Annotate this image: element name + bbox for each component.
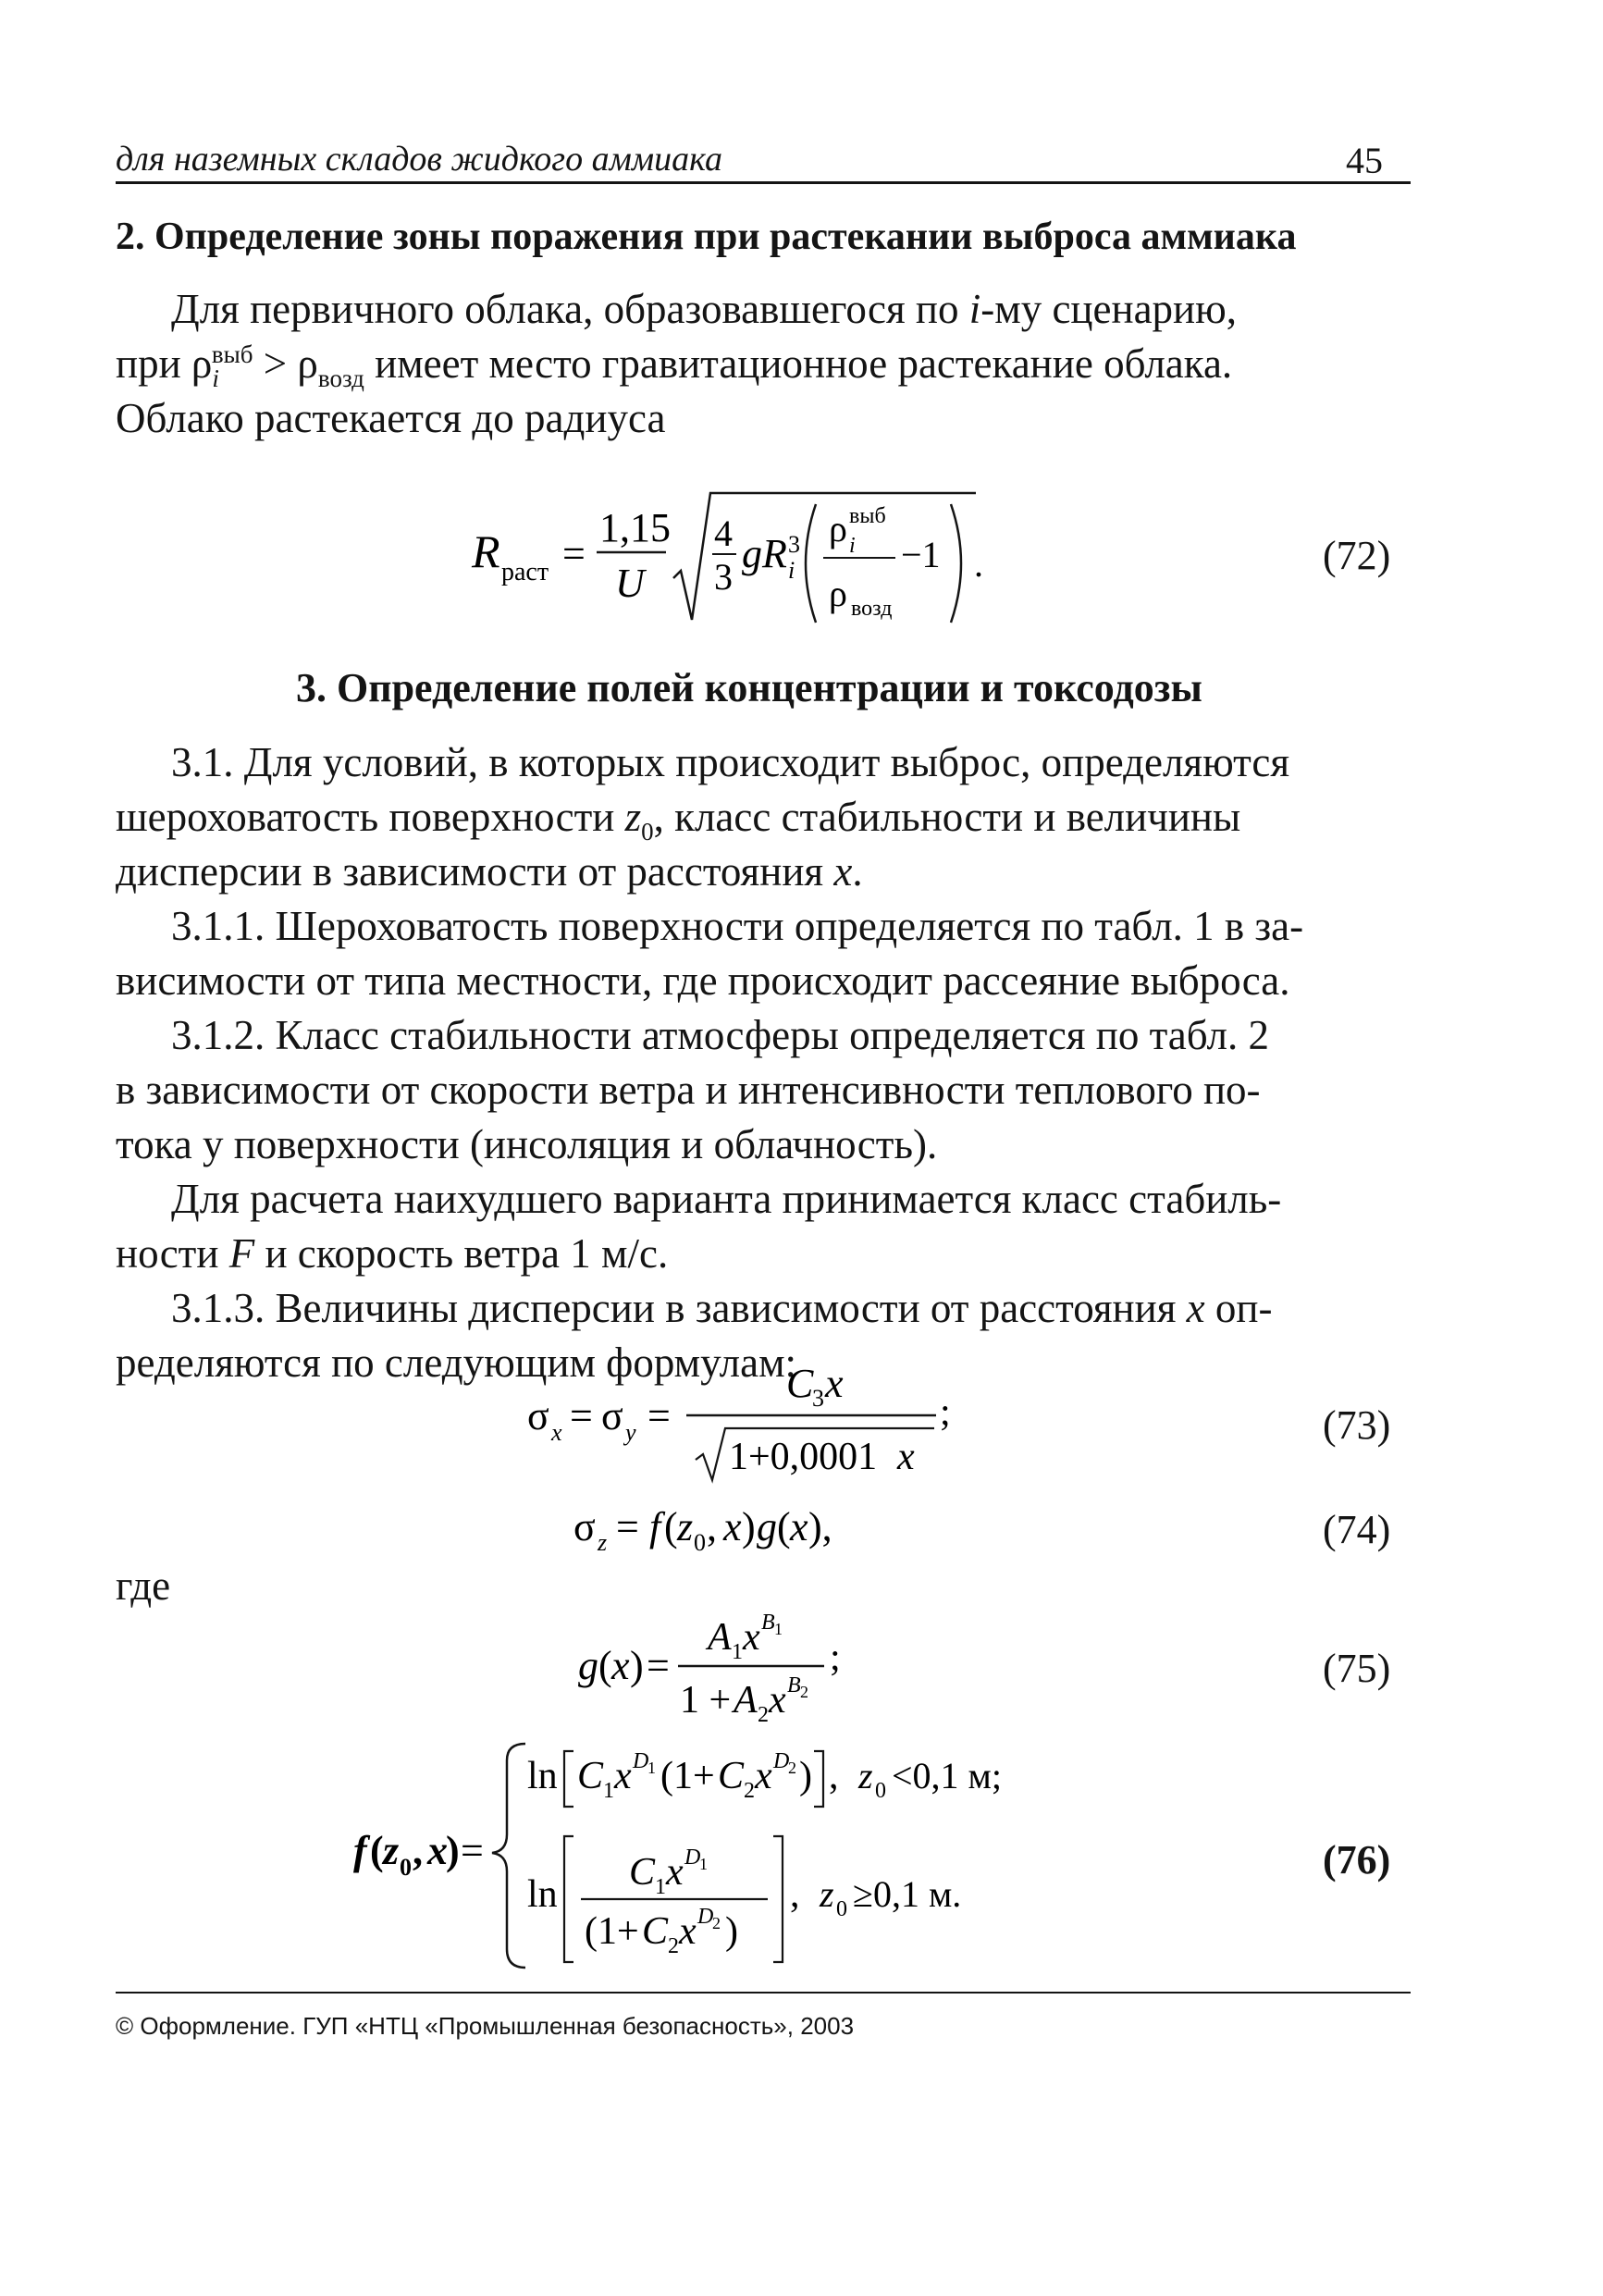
svg-text:выб: выб	[849, 504, 886, 528]
svg-text:=: =	[461, 1828, 484, 1873]
equation-72-number: (72)	[1323, 533, 1391, 578]
pworst-line-2: ности F и скорость ветра 1 м/с.	[116, 1230, 669, 1277]
svg-text:f: f	[649, 1504, 661, 1549]
svg-text:<0,1 м;: <0,1 м;	[892, 1755, 1002, 1796]
p31-line-2: шероховатость поверхности $z_0$, класс стабильности и величины	[116, 794, 1241, 846]
svg-text:y: y	[625, 1419, 636, 1446]
svg-text:B: B	[787, 1673, 801, 1697]
svg-text:x: x	[769, 1679, 786, 1722]
svg-text:x: x	[723, 1504, 742, 1549]
svg-text:D: D	[633, 1749, 649, 1773]
p31-line-3: дисперсии в зависимости от расстояния x.	[116, 848, 863, 895]
svg-text:(: (	[777, 1504, 791, 1549]
svg-text:x: x	[679, 1910, 697, 1953]
svg-text:=: =	[616, 1504, 639, 1549]
svg-text:2: 2	[800, 1683, 808, 1701]
svg-text:σ: σ	[527, 1393, 549, 1438]
svg-text:(: (	[598, 1643, 612, 1688]
svg-text:C: C	[629, 1851, 656, 1894]
svg-text:x: x	[614, 1755, 632, 1797]
p31-line-1: 3.1. Для условий, в которых происходит выброс, определяются	[171, 739, 1290, 785]
svg-text:z: z	[598, 1529, 608, 1556]
svg-text:2: 2	[788, 1759, 796, 1777]
svg-text:ρ: ρ	[829, 508, 847, 549]
svg-text:(1+: (1+	[660, 1755, 715, 1797]
pworst-line-1: Для расчета наихудшего варианта принимается класс стабиль-	[171, 1176, 1282, 1222]
svg-text:1,15: 1,15	[599, 505, 671, 550]
svg-text:i: i	[849, 534, 856, 558]
svg-text:gR: gR	[742, 531, 787, 576]
p313-line-1: 3.1.3. Величины дисперсии в зависимости от расстояния x оп-	[171, 1285, 1273, 1331]
svg-text:0: 0	[400, 1854, 412, 1881]
svg-text:=: =	[647, 1393, 671, 1438]
svg-text:z: z	[820, 1873, 834, 1915]
svg-text:R: R	[472, 525, 500, 577]
running-header-title: для наземных складов жидкого аммиака	[116, 140, 722, 179]
svg-text:): )	[799, 1755, 812, 1797]
svg-text:f: f	[353, 1828, 367, 1873]
svg-text:x: x	[743, 1616, 760, 1659]
p311-line-2: висимости от типа местности, где происходит рассеяние выброса.	[116, 957, 1290, 1004]
svg-text:0: 0	[694, 1529, 706, 1556]
svg-text:0: 0	[836, 1897, 847, 1921]
svg-text:x: x	[611, 1643, 630, 1688]
svg-text:,: ,	[790, 1873, 800, 1916]
svg-text:C: C	[642, 1910, 669, 1953]
svg-text:1: 1	[699, 1855, 708, 1873]
svg-text:g: g	[757, 1504, 777, 1549]
s2-line-2: при $\rho_i^{выб} > \rho_{возд}$ имеет место гравитационное растекание облака.	[116, 340, 1233, 392]
svg-text:C: C	[577, 1755, 604, 1797]
svg-text:A: A	[708, 1616, 732, 1659]
p313-line-2: ределяются по следующим формулам:	[116, 1339, 797, 1386]
svg-text:1: 1	[732, 1640, 743, 1664]
section-2-heading: 2. Определение зоны поражения при растекании выброса аммиака	[116, 216, 1297, 258]
svg-text:;: ;	[940, 1391, 951, 1434]
svg-text:1 +: 1 +	[680, 1679, 732, 1722]
svg-text:1+0,0001: 1+0,0001	[729, 1436, 878, 1478]
section-3-paragraphs	[116, 735, 1411, 1390]
svg-text:): )	[742, 1504, 756, 1549]
equation-74-number: (74)	[1323, 1507, 1391, 1552]
svg-text:0: 0	[875, 1779, 886, 1803]
svg-text:1: 1	[647, 1759, 656, 1777]
svg-text:.: .	[974, 543, 983, 585]
svg-text:−1: −1	[901, 534, 941, 575]
svg-text:3: 3	[714, 556, 733, 598]
svg-text:,: ,	[413, 1828, 423, 1873]
p311-line-1: 3.1.1. Шероховатость поверхности определяется по табл. 1 в за-	[171, 903, 1304, 949]
svg-text:D: D	[773, 1749, 790, 1773]
svg-text:x: x	[790, 1504, 808, 1549]
where-label: где	[116, 1562, 171, 1609]
svg-text:x: x	[427, 1828, 448, 1873]
section-3-heading: 3. Определение полей концентрации и токсодозы	[296, 665, 1202, 710]
svg-text:возд: возд	[851, 597, 893, 621]
svg-text:раст: раст	[501, 558, 549, 586]
svg-text:),: ),	[808, 1504, 832, 1549]
svg-text:=: =	[570, 1393, 593, 1438]
svg-text:z: z	[383, 1828, 400, 1873]
svg-text:3: 3	[788, 531, 800, 558]
svg-text:,: ,	[829, 1755, 839, 1797]
p312-line-2: в зависимости от скорости ветра и интенсивности теплового по-	[116, 1067, 1261, 1113]
svg-text:2: 2	[758, 1703, 769, 1727]
svg-text:ρ: ρ	[829, 573, 847, 614]
equation-76-number: (76)	[1323, 1837, 1391, 1882]
equation-73	[518, 1351, 999, 1489]
s2-line-1: Для первичного облака, образовавшегося по i-му сценарию,	[171, 286, 1237, 332]
svg-text:4: 4	[714, 512, 733, 554]
copyright-footer: © Оформление. ГУП «НТЦ «Промышленная безопасность», 2003	[116, 2012, 855, 2040]
svg-text:1: 1	[603, 1779, 614, 1803]
svg-text:1: 1	[774, 1620, 783, 1638]
s2-line-3: Облако растекается до радиуса	[116, 395, 666, 441]
svg-text:): )	[725, 1910, 738, 1953]
svg-text:ln: ln	[527, 1755, 558, 1797]
svg-text:C: C	[786, 1361, 814, 1406]
svg-text:2: 2	[744, 1779, 755, 1803]
svg-text:): )	[446, 1828, 460, 1873]
svg-text:D: D	[684, 1845, 701, 1870]
svg-text:x: x	[825, 1361, 844, 1406]
svg-text:z: z	[677, 1504, 694, 1549]
equation-75-number: (75)	[1323, 1646, 1391, 1691]
svg-text:=: =	[647, 1643, 670, 1688]
page-number: 45	[1346, 140, 1383, 181]
svg-text:A: A	[734, 1679, 758, 1722]
svg-text:(1+: (1+	[585, 1910, 639, 1953]
svg-text:C: C	[718, 1755, 745, 1797]
equation-75	[569, 1596, 883, 1734]
svg-text:x: x	[551, 1419, 562, 1446]
svg-text:,: ,	[707, 1504, 717, 1549]
svg-text:(: (	[370, 1828, 384, 1873]
svg-text:i: i	[788, 557, 795, 584]
svg-text:g: g	[578, 1643, 598, 1688]
svg-text:x: x	[666, 1851, 684, 1894]
svg-text:2: 2	[668, 1934, 679, 1958]
svg-text:2: 2	[712, 1914, 721, 1932]
svg-text:σ: σ	[601, 1393, 623, 1438]
header-rule	[116, 181, 1411, 184]
equation-72	[462, 467, 1017, 652]
svg-text:ln: ln	[527, 1873, 558, 1916]
svg-text:=: =	[562, 531, 586, 576]
svg-text:): )	[630, 1643, 644, 1688]
svg-text:B: B	[761, 1611, 775, 1635]
p312-line-1: 3.1.2. Класс стабильности атмосферы определяется по табл. 2	[171, 1012, 1269, 1058]
svg-text:U: U	[615, 561, 645, 606]
svg-text:x: x	[755, 1755, 772, 1797]
p312-line-3: тока у поверхности (инсоляция и облачность).	[116, 1121, 938, 1167]
svg-text:1: 1	[655, 1875, 666, 1899]
svg-text:D: D	[697, 1905, 714, 1929]
footer-rule	[116, 1992, 1411, 1994]
equation-73-number: (73)	[1323, 1402, 1391, 1448]
equation-76	[351, 1734, 1110, 1980]
svg-text:σ: σ	[573, 1504, 596, 1549]
svg-text:z: z	[858, 1755, 873, 1796]
svg-text:(: (	[664, 1504, 678, 1549]
section-2-paragraph	[116, 282, 1411, 446]
equation-74	[564, 1489, 953, 1563]
svg-text:;: ;	[830, 1636, 841, 1679]
svg-text:x: x	[897, 1436, 915, 1478]
svg-text:≥0,1 м.: ≥0,1 м.	[853, 1873, 962, 1915]
svg-text:3: 3	[812, 1385, 824, 1412]
